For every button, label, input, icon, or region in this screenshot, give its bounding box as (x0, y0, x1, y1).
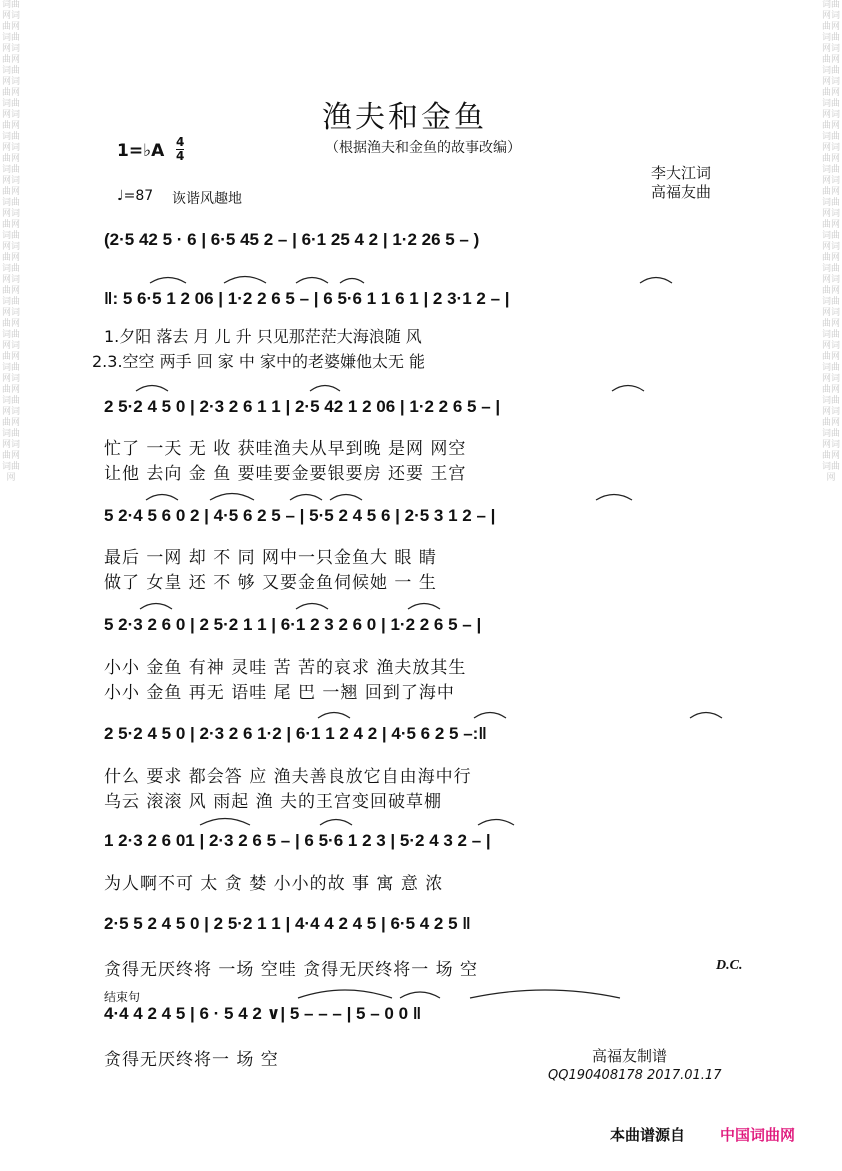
lyrics-row-8: 贪得无厌终将一 场 空 (104, 1050, 279, 1070)
score-row-4: 5 2·3 2 6 0 | 2 5·2 1 1 | 6·1 2 3 2 6 0 | 1·2 2 6 5 – | (104, 615, 482, 634)
arranger-credit: 高福友制谱 (592, 1047, 668, 1065)
right-watermark: 词曲网词曲网词曲网词曲网词曲网词曲网词曲网词曲网词曲网词曲网词曲网词曲网词曲网词曲网词曲网词曲网词曲网词曲网词曲网词曲网词曲网词曲网词曲网词曲网词曲网词曲网词曲网词曲网词曲网 (822, 0, 841, 483)
composer-credit: 高福友曲 (651, 183, 712, 201)
key-signature: 1=♭A (117, 141, 165, 161)
left-watermark: 词曲网词曲网词曲网词曲网词曲网词曲网词曲网词曲网词曲网词曲网词曲网词曲网词曲网词曲网词曲网词曲网词曲网词曲网词曲网词曲网词曲网词曲网词曲网词曲网词曲网词曲网词曲网词曲网词曲网 (2, 0, 21, 483)
score-row-7: 2·5 5 2 4 5 0 | 2 5·2 1 1 | 4·4 4 2 4 5 | 6·5 4 2 5 ‖ (104, 914, 471, 933)
da-capo-marking: D.C. (716, 958, 743, 973)
lyrics-row-2-verse-1: 忙了 一天 无 收 获哇渔夫从早到晚 是网 网空 (104, 439, 467, 459)
score-row-8: 4·4 4 2 4 5 | 6 · 5 4 2 ∨| 5 – – – | 5 – 0 0 ‖ (104, 1004, 422, 1023)
tempo-marking: ♩=87 (117, 188, 154, 204)
lyrics-row-5-verse-2: 乌云 滚滚 风 雨起 渔 夫的王宫变回破草棚 (104, 792, 443, 812)
lyrics-row-4-verse-1: 小小 金鱼 有神 灵哇 苦 苦的哀求 渔夫放其生 (104, 658, 467, 678)
score-row-5: 2 5·2 4 5 0 | 2·3 2 6 1·2 | 6·1 1 2 4 2 | 4·5 6 2 5 –:‖ (104, 724, 487, 743)
score-row-2: 2 5·2 4 5 0 | 2·3 2 6 1 1 | 2·5 42 1 2 06 | 1·2 2 6 5 – | (104, 397, 501, 416)
score-row-intro: (2·5 42 5 · 6 | 6·5 45 2 – | 6·1 25 4 2 | 1·2 26 5 – ) (104, 230, 480, 249)
time-signature: 4 4 (176, 135, 185, 163)
lyrics-row-1-verse-1: 1.夕阳 落去 月 儿 升 只见那茫茫大海浪随 风 (104, 327, 422, 346)
lyrics-row-3-verse-2: 做了 女皇 还 不 够 又要金鱼伺候她 一 生 (104, 573, 437, 593)
source-label: 本曲谱源自 (610, 1126, 686, 1144)
score-row-6: 1 2·3 2 6 01 | 2·3 2 6 5 – | 6 5·6 1 2 3 | 5·2 4 3 2 – | (104, 831, 491, 850)
source-site-link[interactable]: 中国词曲网 (720, 1126, 796, 1144)
ending-label: 结束句 (104, 990, 141, 1004)
score-row-1: ‖: 5 6·5 1 2 06 | 1·2 2 6 5 – | 6 5·6 1 1 6 1 | 2 3·1 2 – | (104, 289, 510, 308)
lyrics-row-5-verse-1: 什么 要求 都会答 应 渔夫善良放它自由海中行 (104, 767, 472, 787)
contact-info: QQ190408178 2017.01.17 (548, 1068, 722, 1083)
lyrics-row-6: 为人啊不可 太 贪 婪 小小的故 事 寓 意 浓 (104, 874, 444, 894)
score-row-3: 5 2·4 5 6 0 2 | 4·5 6 2 5 – | 5·5 2 4 5 6 | 2·5 3 1 2 – | (104, 506, 496, 525)
song-title: 渔夫和金鱼 (322, 100, 487, 135)
lyrics-row-4-verse-2: 小小 金鱼 再无 语哇 尾 巴 一翘 回到了海中 (104, 683, 455, 703)
song-subtitle: （根据渔夫和金鱼的故事改编） (325, 140, 521, 156)
lyrics-row-7: 贪得无厌终将 一场 空哇 贪得无厌终将一 场 空 (104, 960, 479, 980)
expression-marking: 诙谐风趣地 (172, 191, 242, 207)
lyricist-credit: 李大江词 (651, 164, 712, 182)
lyrics-row-3-verse-1: 最后 一网 却 不 同 网中一只金鱼大 眼 睛 (104, 548, 437, 568)
lyrics-row-2-verse-2: 让他 去向 金 鱼 要哇要金要银要房 还要 王宫 (104, 464, 467, 484)
lyrics-row-1-verse-2: 2.3.空空 两手 回 家 中 家中的老婆嫌他太无 能 (92, 352, 426, 371)
